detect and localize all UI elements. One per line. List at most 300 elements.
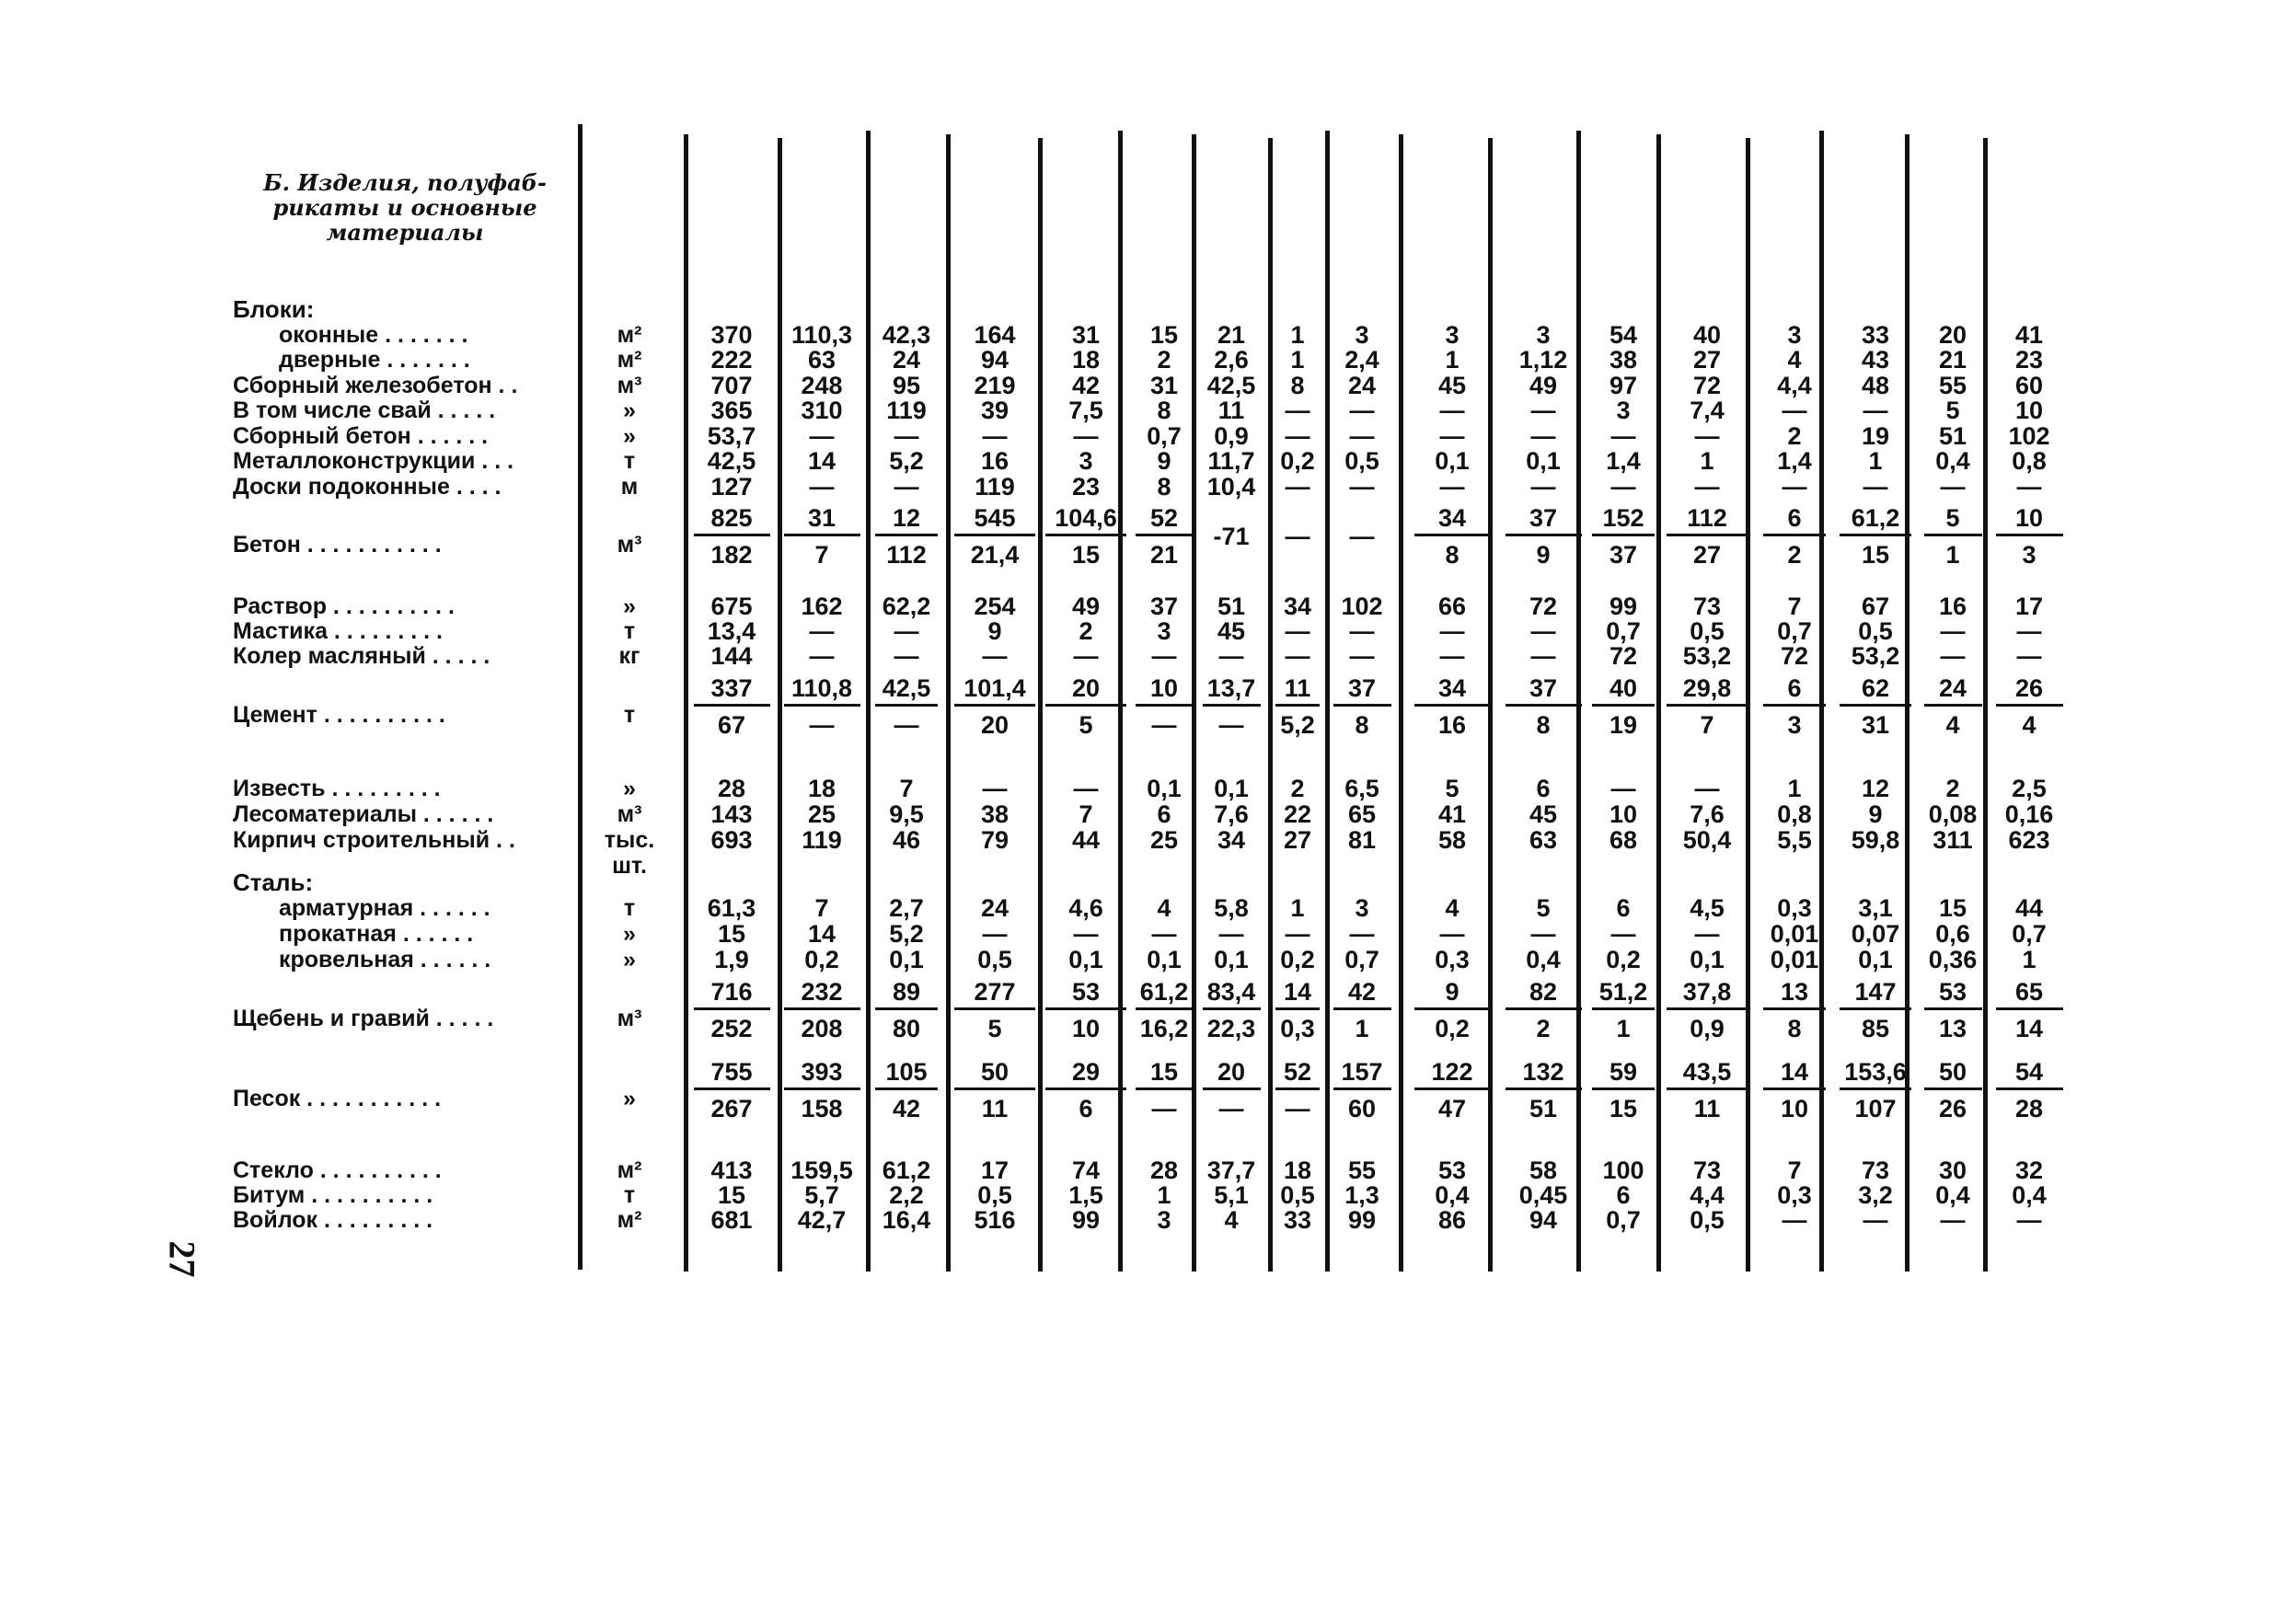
fraction-bar bbox=[1275, 704, 1320, 707]
table-cell: 1 bbox=[1290, 346, 1305, 374]
fraction-numerator: 53 bbox=[1071, 978, 1101, 1006]
unit-cell: т bbox=[623, 702, 636, 728]
table-cell: 144 bbox=[710, 642, 753, 670]
table-cell: — bbox=[1610, 421, 1636, 450]
table-cell: — bbox=[1285, 472, 1310, 501]
table-cell: 2 bbox=[1157, 346, 1171, 374]
table-cell: 68 bbox=[1609, 826, 1638, 854]
table-cell: 0,7 bbox=[1606, 617, 1641, 645]
table-cell: — bbox=[982, 421, 1008, 450]
table-cell: — bbox=[1610, 775, 1636, 802]
table-cell: — bbox=[982, 775, 1008, 802]
fraction-denominator: 21 bbox=[1149, 541, 1179, 569]
fraction-bar bbox=[1840, 534, 1911, 536]
table-cell: 127 bbox=[710, 472, 753, 501]
table-cell: 0,7 bbox=[1606, 1206, 1641, 1234]
table-cell: 1 bbox=[1445, 346, 1460, 374]
table-cell: 34 bbox=[1217, 826, 1246, 854]
fraction-bar bbox=[875, 704, 938, 707]
table-cell: 55 bbox=[1347, 1156, 1377, 1184]
table-cell: 0,6 bbox=[1935, 920, 1970, 948]
table-cell: 164 bbox=[974, 320, 1016, 349]
table-cell: 19 bbox=[1861, 421, 1890, 450]
fraction-denominator: 26 bbox=[1938, 1095, 1967, 1122]
table-cell: 11 bbox=[1217, 397, 1245, 424]
table-cell: — bbox=[1530, 397, 1556, 424]
table-cell: 0,4 bbox=[1935, 447, 1970, 475]
table-cell: 49 bbox=[1071, 593, 1101, 620]
fraction-denominator: 208 bbox=[801, 1015, 843, 1042]
fraction-denominator: 11 bbox=[981, 1095, 1009, 1122]
fraction-numerator: 24 bbox=[1938, 674, 1967, 702]
fraction-numerator: 10 bbox=[2014, 504, 2044, 532]
table-cell: 1 bbox=[2022, 946, 2036, 973]
table-cell: 162 bbox=[801, 593, 843, 620]
fraction-numerator: 51,2 bbox=[1598, 978, 1648, 1006]
table-cell: — bbox=[1218, 642, 1244, 670]
table-cell: 43 bbox=[1861, 346, 1890, 374]
table-cell: 7,4 bbox=[1690, 397, 1725, 424]
table-cell: — bbox=[1073, 642, 1099, 670]
fraction-bar bbox=[875, 534, 938, 536]
table-cell: — bbox=[1610, 920, 1636, 948]
fraction-denominator: 8 bbox=[1445, 541, 1460, 569]
table-cell: 6 bbox=[1616, 894, 1631, 922]
table-cell: 707 bbox=[710, 371, 753, 399]
fraction-bar bbox=[1763, 1007, 1826, 1010]
table-cell: 3 bbox=[1536, 320, 1551, 349]
fraction-denominator: 14 bbox=[2014, 1015, 2044, 1042]
table-cell: — bbox=[1694, 421, 1720, 450]
fraction-denominator: 19 bbox=[1609, 711, 1638, 739]
table-cell: 5,2 bbox=[889, 920, 924, 948]
table-cell: 4 bbox=[1224, 1206, 1239, 1234]
table-cell: 5,7 bbox=[804, 1181, 839, 1209]
table-cell: 248 bbox=[801, 371, 843, 399]
row-label: Раствор . . . . . . . . . . bbox=[233, 593, 455, 619]
table-cell: 0,7 bbox=[1147, 421, 1182, 450]
fraction-bar bbox=[1203, 704, 1261, 707]
table-cell: — bbox=[1349, 472, 1375, 501]
table-cell: 3 bbox=[1157, 1206, 1171, 1234]
fraction-denominator: 182 bbox=[710, 541, 753, 569]
fraction-numerator: 13 bbox=[1780, 978, 1809, 1006]
table-cell: 119 bbox=[802, 826, 842, 854]
fraction-denominator: 15 bbox=[1861, 541, 1890, 569]
table-cell: 0,3 bbox=[1435, 946, 1470, 973]
fraction-bar bbox=[1506, 1087, 1582, 1090]
fraction-bar bbox=[694, 704, 770, 707]
table-cell: 79 bbox=[980, 826, 1010, 854]
table-cell: 0,01 bbox=[1770, 946, 1819, 973]
fraction-bar bbox=[1045, 534, 1126, 536]
table-cell: — bbox=[2016, 642, 2042, 670]
fraction-denominator: 80 bbox=[892, 1015, 921, 1042]
fraction-bar bbox=[1136, 704, 1194, 707]
fraction-bar bbox=[1203, 1087, 1261, 1090]
table-cell: 1,4 bbox=[1777, 447, 1812, 475]
table-cell: 7 bbox=[1787, 1156, 1802, 1184]
table-cell: 110,3 bbox=[790, 320, 853, 349]
table-cell: 0,2 bbox=[1280, 447, 1315, 475]
table-cell: 7,5 bbox=[1068, 397, 1103, 424]
fraction-denominator: 15 bbox=[1071, 541, 1101, 569]
table-cell: 24 bbox=[980, 894, 1010, 922]
table-cell: 23 bbox=[1071, 472, 1101, 501]
fraction-denominator: 112 bbox=[886, 541, 927, 569]
row-label: Кирпич строительный . . bbox=[233, 827, 515, 853]
table-cell: 17 bbox=[2014, 593, 2044, 620]
table-cell: — bbox=[1863, 472, 1888, 501]
fraction-denominator: 28 bbox=[2014, 1095, 2044, 1122]
table-cell: 17 bbox=[980, 1156, 1010, 1184]
table-cell: — bbox=[1073, 775, 1099, 802]
table-cell: — bbox=[1073, 421, 1099, 450]
fraction-bar bbox=[1045, 1007, 1126, 1010]
unit-cell: м² bbox=[617, 1207, 642, 1233]
table-cell: 53,2 bbox=[1851, 642, 1900, 670]
table-cell: 27 bbox=[1692, 346, 1722, 374]
table-cell: — bbox=[1439, 421, 1465, 450]
table-cell: 0,01 bbox=[1770, 920, 1819, 948]
unit-cell: т bbox=[623, 895, 636, 921]
table-cell: 97 bbox=[1609, 371, 1638, 399]
fraction-denominator: — bbox=[809, 711, 835, 739]
fraction-denominator: 16 bbox=[1437, 711, 1467, 739]
table-cell: 9 bbox=[1868, 800, 1883, 828]
table-cell: — bbox=[982, 642, 1008, 670]
table-cell: 42 bbox=[1071, 371, 1101, 399]
table-cell: 99 bbox=[1071, 1206, 1101, 1234]
fraction-numerator: 716 bbox=[710, 978, 753, 1006]
fraction-numerator: 6 bbox=[1787, 674, 1802, 702]
table-cell: 7 bbox=[1079, 800, 1093, 828]
table-cell: 15 bbox=[717, 920, 746, 948]
table-cell: 8 bbox=[1157, 472, 1171, 501]
fraction-denominator: 1 bbox=[1945, 541, 1960, 569]
table-cell: 15 bbox=[1149, 320, 1179, 349]
fraction-bar bbox=[1506, 1007, 1582, 1010]
fraction-bar bbox=[1333, 1007, 1391, 1010]
fraction-numerator: 82 bbox=[1529, 978, 1558, 1006]
fraction-bar bbox=[784, 1007, 860, 1010]
table-cell: 61,2 bbox=[882, 1156, 931, 1184]
table-cell: — bbox=[894, 472, 919, 501]
table-cell: 7 bbox=[1787, 593, 1802, 620]
table-cell: 3,2 bbox=[1858, 1181, 1893, 1209]
fraction-bar bbox=[1414, 704, 1491, 707]
fraction-denominator: 8 bbox=[1787, 1015, 1802, 1042]
table-cell: 2,2 bbox=[889, 1181, 924, 1209]
fraction-numerator: 393 bbox=[801, 1058, 843, 1086]
table-cell: 0,2 bbox=[804, 946, 839, 973]
fraction-numerator: -71 bbox=[1213, 523, 1250, 550]
fraction-denominator: 60 bbox=[1347, 1095, 1377, 1122]
table-cell: 41 bbox=[1437, 800, 1467, 828]
table-cell: 1,3 bbox=[1344, 1181, 1379, 1209]
table-cell: — bbox=[1439, 617, 1465, 645]
table-cell: 0,1 bbox=[1147, 775, 1182, 802]
fraction-bar bbox=[784, 534, 860, 536]
table-cell: 0,7 bbox=[1777, 617, 1812, 645]
table-cell: 27 bbox=[1283, 826, 1312, 854]
table-cell: 73 bbox=[1692, 593, 1722, 620]
table-cell: 2,6 bbox=[1214, 346, 1249, 374]
fraction-denominator: — bbox=[1285, 1095, 1310, 1122]
fraction-denominator: 107 bbox=[1854, 1095, 1897, 1122]
table-cell: 222 bbox=[710, 346, 753, 374]
table-cell: 53,2 bbox=[1682, 642, 1732, 670]
table-cell: — bbox=[2016, 472, 2042, 501]
fraction-bar bbox=[954, 534, 1035, 536]
fraction-bar bbox=[875, 1007, 938, 1010]
table-cell: 51 bbox=[1938, 421, 1967, 450]
table-cell: 0,4 bbox=[1526, 946, 1561, 973]
table-cell: 10,4 bbox=[1206, 472, 1256, 501]
fraction-numerator: 37 bbox=[1529, 674, 1558, 702]
fraction-numerator: — bbox=[1285, 523, 1310, 550]
fraction-bar bbox=[1667, 704, 1748, 707]
table-cell: — bbox=[1285, 920, 1310, 948]
unit-cell: » bbox=[623, 593, 636, 619]
table-cell: 18 bbox=[1283, 1156, 1312, 1184]
table-cell: 15 bbox=[1938, 894, 1967, 922]
table-cell: — bbox=[2016, 617, 2042, 645]
fraction-numerator: — bbox=[1349, 523, 1375, 550]
table-cell: — bbox=[1940, 1206, 1966, 1234]
fraction-denominator: 2 bbox=[1787, 541, 1802, 569]
table-cell: 42,5 bbox=[1206, 371, 1256, 399]
table-cell: — bbox=[1530, 421, 1556, 450]
table-cell: 0,1 bbox=[1435, 447, 1470, 475]
fraction-denominator: 1 bbox=[1616, 1015, 1631, 1042]
table-cell: 0,9 bbox=[1214, 421, 1249, 450]
table-cell: 4 bbox=[1157, 894, 1171, 922]
table-cell: 86 bbox=[1437, 1206, 1467, 1234]
row-label: Мастика . . . . . . . . . bbox=[233, 618, 443, 644]
table-cell: 32 bbox=[2014, 1156, 2044, 1184]
fraction-numerator: 29 bbox=[1071, 1058, 1101, 1086]
fraction-denominator: — bbox=[1218, 1095, 1244, 1122]
fraction-numerator: 59 bbox=[1609, 1058, 1638, 1086]
table-cell: 0,08 bbox=[1928, 800, 1978, 828]
table-cell: 11,7 bbox=[1207, 447, 1255, 475]
table-cell: 33 bbox=[1861, 320, 1890, 349]
table-cell: 516 bbox=[974, 1206, 1016, 1234]
table-cell: — bbox=[1530, 642, 1556, 670]
table-cell: 25 bbox=[807, 800, 836, 828]
table-cell: 1,9 bbox=[714, 946, 749, 973]
table-cell: 73 bbox=[1861, 1156, 1890, 1184]
table-cell: 72 bbox=[1609, 642, 1638, 670]
table-cell: 4,6 bbox=[1068, 894, 1103, 922]
table-cell: 3 bbox=[1787, 320, 1802, 349]
fraction-bar bbox=[1333, 1087, 1391, 1090]
table-cell: 623 bbox=[2008, 826, 2050, 854]
table-cell: — bbox=[1694, 920, 1720, 948]
table-cell: 2 bbox=[1290, 775, 1305, 802]
unit-cell: кг bbox=[618, 643, 640, 669]
fraction-numerator: 29,8 bbox=[1682, 674, 1732, 702]
table-cell: 365 bbox=[710, 397, 753, 424]
fraction-numerator: 15 bbox=[1149, 1058, 1179, 1086]
fraction-numerator: 337 bbox=[710, 674, 753, 702]
table-cell: — bbox=[1530, 472, 1556, 501]
unit-cell: » bbox=[623, 921, 636, 947]
table-cell: 0,1 bbox=[1068, 946, 1103, 973]
table-cell: 46 bbox=[892, 826, 921, 854]
fraction-denominator: 6 bbox=[1079, 1095, 1093, 1122]
fraction-numerator: 52 bbox=[1283, 1058, 1312, 1086]
table-cell: 73 bbox=[1692, 1156, 1722, 1184]
column-rule bbox=[1399, 134, 1403, 1272]
table-cell: 38 bbox=[980, 800, 1010, 828]
fraction-numerator: 14 bbox=[1283, 978, 1312, 1006]
fraction-numerator: 157 bbox=[1341, 1058, 1383, 1086]
table-cell: — bbox=[1530, 920, 1556, 948]
fraction-bar bbox=[1667, 1087, 1748, 1090]
table-cell: 0,8 bbox=[2012, 447, 2047, 475]
table-cell: 3 bbox=[1616, 397, 1631, 424]
unit-cell: м² bbox=[617, 321, 642, 348]
fraction-bar bbox=[694, 1087, 770, 1090]
fraction-bar bbox=[694, 534, 770, 536]
table-cell: — bbox=[809, 472, 835, 501]
table-cell: 0,1 bbox=[889, 946, 924, 973]
table-cell: 53 bbox=[1437, 1156, 1467, 1184]
table-cell: 0,36 bbox=[1928, 946, 1978, 973]
unit-cell: м³ bbox=[617, 1006, 642, 1031]
table-cell: 61,3 bbox=[707, 894, 756, 922]
fraction-numerator: 6 bbox=[1787, 504, 1802, 532]
fraction-denominator: 0,9 bbox=[1690, 1015, 1725, 1042]
table-cell: 0,5 bbox=[1690, 1206, 1725, 1234]
table-cell: 370 bbox=[710, 320, 753, 349]
table-cell: — bbox=[1439, 472, 1465, 501]
fraction-numerator: 37 bbox=[1529, 504, 1558, 532]
table-cell: 25 bbox=[1149, 826, 1179, 854]
fraction-denominator: 267 bbox=[710, 1095, 753, 1122]
fraction-numerator: 147 bbox=[1854, 978, 1897, 1006]
table-cell: — bbox=[1285, 642, 1310, 670]
fraction-numerator: 50 bbox=[1938, 1058, 1967, 1086]
row-label: Блоки: bbox=[233, 296, 315, 322]
fraction-numerator: 104,6 bbox=[1055, 504, 1117, 532]
table-cell: 0,5 bbox=[1690, 617, 1725, 645]
table-cell: 72 bbox=[1529, 593, 1558, 620]
table-cell: 6 bbox=[1616, 1181, 1631, 1209]
table-cell: 37,7 bbox=[1206, 1156, 1256, 1184]
table-cell: — bbox=[1782, 1206, 1807, 1234]
table-cell: 3 bbox=[1157, 617, 1171, 645]
fraction-numerator: 5 bbox=[1945, 504, 1960, 532]
table-cell: 33 bbox=[1283, 1206, 1312, 1234]
table-cell: 23 bbox=[2014, 346, 2044, 374]
table-cell: 3 bbox=[1079, 447, 1093, 475]
fraction-denominator: 47 bbox=[1437, 1095, 1467, 1122]
fraction-numerator: 89 bbox=[892, 978, 921, 1006]
table-cell: 95 bbox=[892, 371, 921, 399]
unit-cell: т bbox=[623, 618, 636, 644]
unit-cell: » bbox=[623, 397, 636, 423]
table-cell: — bbox=[1694, 775, 1720, 802]
table-cell: 1 bbox=[1868, 447, 1883, 475]
fraction-denominator: 7 bbox=[1700, 711, 1714, 739]
unit-cell: » bbox=[623, 776, 636, 801]
fraction-denominator: 8 bbox=[1355, 711, 1369, 739]
fraction-bar bbox=[1203, 1007, 1261, 1010]
table-cell: 39 bbox=[980, 397, 1010, 424]
table-cell: 6 bbox=[1536, 775, 1551, 802]
table-cell: 72 bbox=[1780, 642, 1809, 670]
fraction-bar bbox=[1045, 704, 1126, 707]
fraction-denominator: 2 bbox=[1536, 1015, 1551, 1042]
table-cell: 81 bbox=[1347, 826, 1377, 854]
table-cell: 0,8 bbox=[1777, 800, 1812, 828]
unit-cell: т bbox=[623, 448, 636, 474]
row-label: кровельная . . . . . . bbox=[279, 947, 491, 972]
table-cell: 34 bbox=[1283, 593, 1312, 620]
table-cell: 24 bbox=[892, 346, 921, 374]
table-cell: 0,3 bbox=[1777, 1181, 1812, 1209]
table-cell: 28 bbox=[1149, 1156, 1179, 1184]
table-cell: 2,5 bbox=[2012, 775, 2047, 802]
fraction-bar bbox=[1414, 534, 1491, 536]
fraction-bar bbox=[1136, 1087, 1194, 1090]
fraction-numerator: 110,8 bbox=[790, 674, 853, 702]
fraction-bar bbox=[1275, 1087, 1320, 1090]
fraction-denominator: 7 bbox=[814, 541, 829, 569]
fraction-numerator: 62 bbox=[1861, 674, 1890, 702]
table-cell: 0,5 bbox=[977, 946, 1012, 973]
table-cell: 41 bbox=[2014, 320, 2044, 349]
table-cell: — bbox=[809, 617, 835, 645]
fraction-bar bbox=[1414, 1007, 1491, 1010]
table-cell: 10 bbox=[1609, 800, 1638, 828]
table-cell: 72 bbox=[1692, 371, 1722, 399]
table-cell: 21 bbox=[1938, 346, 1967, 374]
row-label: Сборный железобетон . . bbox=[233, 372, 518, 398]
table-cell: 44 bbox=[2014, 894, 2044, 922]
fraction-numerator: 9 bbox=[1445, 978, 1460, 1006]
fraction-bar bbox=[1763, 1087, 1826, 1090]
table-cell: 0,5 bbox=[977, 1181, 1012, 1209]
table-cell: 413 bbox=[710, 1156, 753, 1184]
fraction-denominator: 5,2 bbox=[1280, 711, 1315, 739]
table-cell: 4,5 bbox=[1690, 894, 1725, 922]
fraction-bar bbox=[1840, 1007, 1911, 1010]
table-cell: 7,6 bbox=[1690, 800, 1725, 828]
table-cell: 9 bbox=[1157, 447, 1171, 475]
fraction-bar bbox=[694, 1007, 770, 1010]
fraction-bar bbox=[1667, 1007, 1748, 1010]
table-cell: 16 bbox=[980, 447, 1010, 475]
table-cell: — bbox=[1782, 472, 1807, 501]
fraction-denominator: 85 bbox=[1861, 1015, 1890, 1042]
table-cell: 38 bbox=[1609, 346, 1638, 374]
table-cell: 4,4 bbox=[1690, 1181, 1725, 1209]
table-cell: 42,7 bbox=[797, 1206, 847, 1234]
fraction-denominator: 15 bbox=[1609, 1095, 1638, 1122]
table-cell: — bbox=[1940, 642, 1966, 670]
fraction-bar bbox=[1592, 534, 1655, 536]
table-cell: 16,4 bbox=[882, 1206, 931, 1234]
table-cell: 31 bbox=[1071, 320, 1101, 349]
table-cell: 2,4 bbox=[1344, 346, 1379, 374]
table-cell: — bbox=[1151, 642, 1177, 670]
row-label: арматурная . . . . . . bbox=[279, 895, 490, 921]
fraction-numerator: 112 bbox=[1687, 504, 1727, 532]
